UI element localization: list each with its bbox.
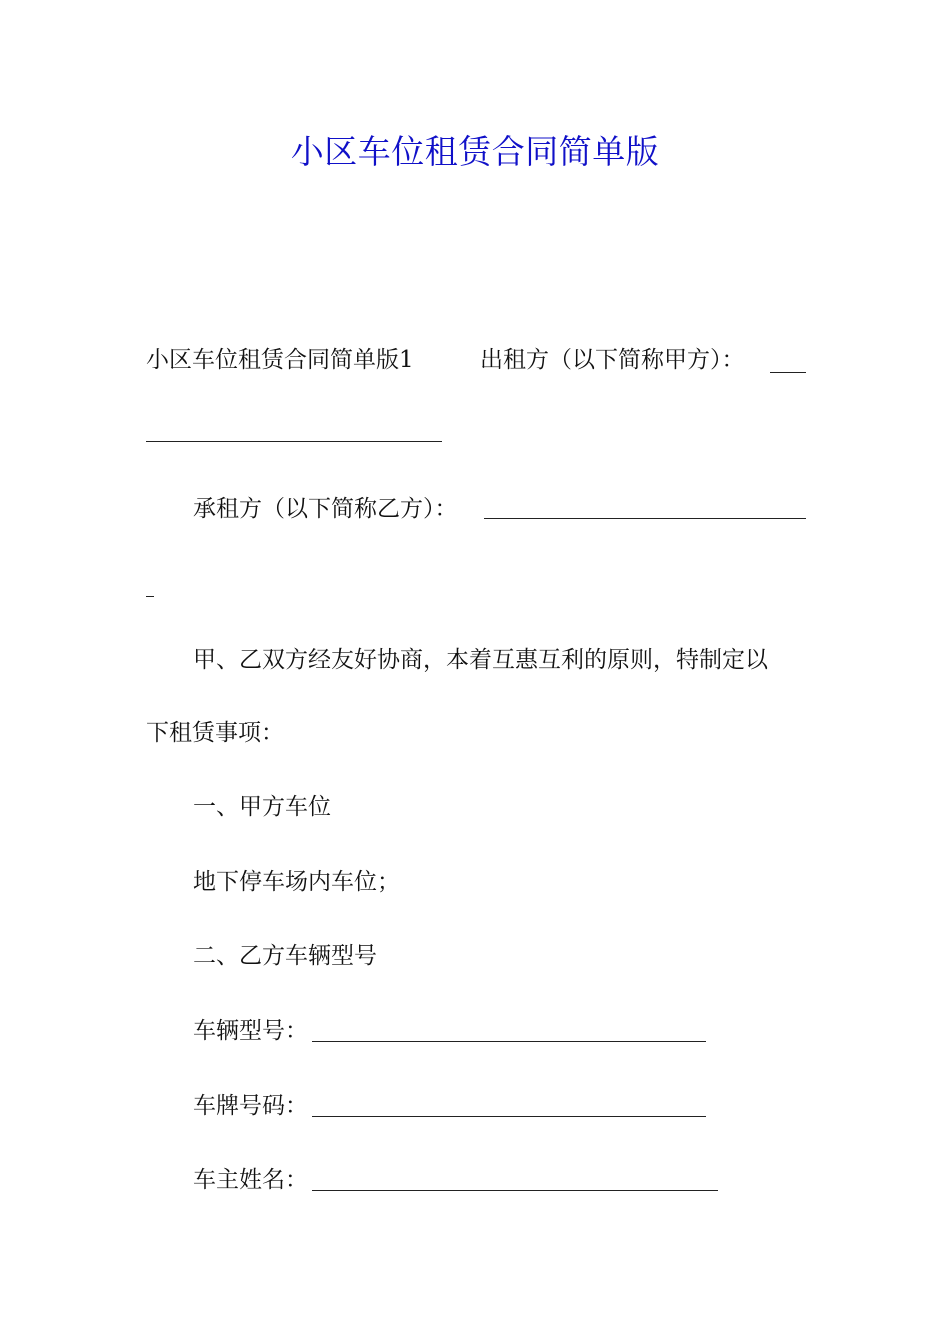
section-2-title: 二、乙方车辆型号 [193, 943, 377, 969]
lessee-blank-line [484, 518, 806, 519]
intro-line-2: 下租赁事项： [146, 720, 284, 746]
lessee-blank-continuation [146, 596, 154, 597]
lessor-blank-line-1 [770, 372, 806, 373]
vehicle-model-blank-line [312, 1041, 706, 1042]
lessor-blank-line-2 [146, 441, 442, 442]
section-1-title: 一、甲方车位 [193, 794, 331, 820]
lessee-label: 承租方（以下简称乙方）： [193, 496, 458, 522]
heading-line: 小区车位租赁合同简单版1 [146, 347, 414, 373]
vehicle-model-label: 车辆型号： [193, 1018, 308, 1044]
lessor-label: 出租方（以下简称甲方）： [480, 347, 745, 373]
intro-line-1: 甲、乙双方经友好协商，本着互惠互利的原则，特制定以 [193, 647, 768, 673]
document-title: 小区车位租赁合同简单版 [290, 132, 660, 171]
plate-number-label: 车牌号码： [193, 1093, 308, 1119]
section-1-body: 地下停车场内车位； [193, 869, 400, 895]
owner-name-blank-line [312, 1190, 718, 1191]
owner-name-label: 车主姓名： [193, 1167, 308, 1193]
plate-number-blank-line [312, 1116, 706, 1117]
